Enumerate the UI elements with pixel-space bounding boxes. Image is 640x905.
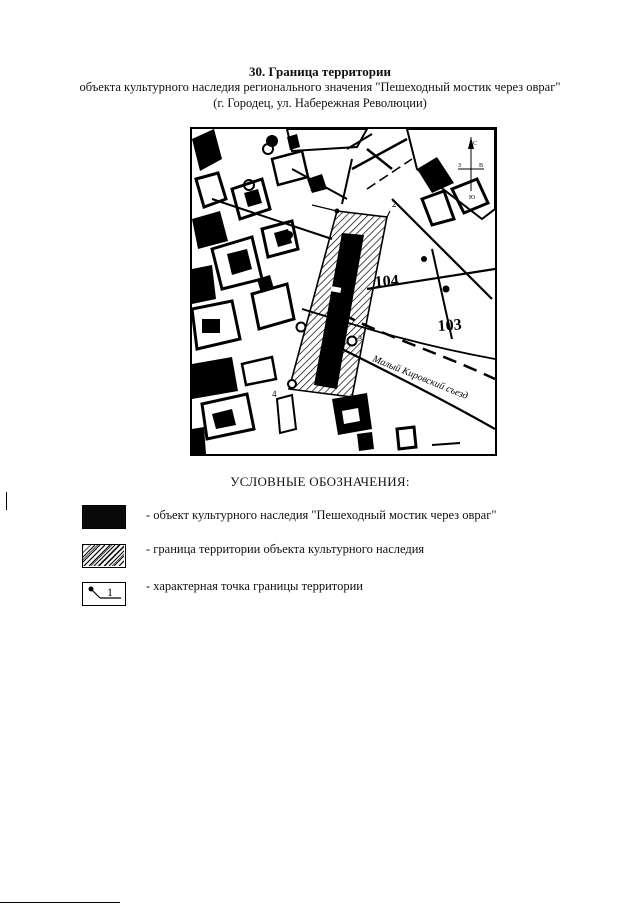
point-label-4: 4 <box>272 389 277 399</box>
compass-west: З <box>458 163 462 169</box>
legend-text-boundary-point: - характерная точка границы территории <box>146 579 363 593</box>
page-title: 30. Граница территории <box>249 64 391 79</box>
page-address: (г. Городец, ул. Набережная Революции) <box>213 96 427 110</box>
legend-symbol-territory-boundary <box>82 544 126 568</box>
point-label-2: 2 <box>392 199 397 209</box>
street-label: Малый Кировский съезд <box>370 353 470 402</box>
point-label-3: 3 <box>358 334 362 343</box>
lot-label-103: 103 <box>437 316 463 335</box>
legend-title: УСЛОВНЫЕ ОБОЗНАЧЕНИЯ: <box>230 474 410 489</box>
point-label-1: 1 <box>309 183 314 193</box>
legend-text-heritage-object: - объект культурного наследия "Пешеходный мостик через овраг" <box>146 508 497 522</box>
legend-text-territory-boundary: - граница территории объекта культурного наследия <box>146 542 425 556</box>
legend-point-number: 1 <box>107 585 113 599</box>
scan-mark-left <box>6 492 7 510</box>
compass-north: С <box>473 141 478 147</box>
site-map <box>190 127 497 456</box>
lot-label-104: 104 <box>374 272 400 291</box>
page-subtitle: объекта культурного наследия регионального значения "Пешеходный мостик через овраг" <box>79 80 561 94</box>
legend-symbol-boundary-point <box>82 582 126 606</box>
scan-mark-bottom <box>0 902 120 903</box>
compass-east: В <box>479 163 484 169</box>
compass-south: Ю <box>469 195 476 201</box>
building-blocks <box>192 129 308 349</box>
legend-symbol-heritage-object <box>82 505 126 529</box>
